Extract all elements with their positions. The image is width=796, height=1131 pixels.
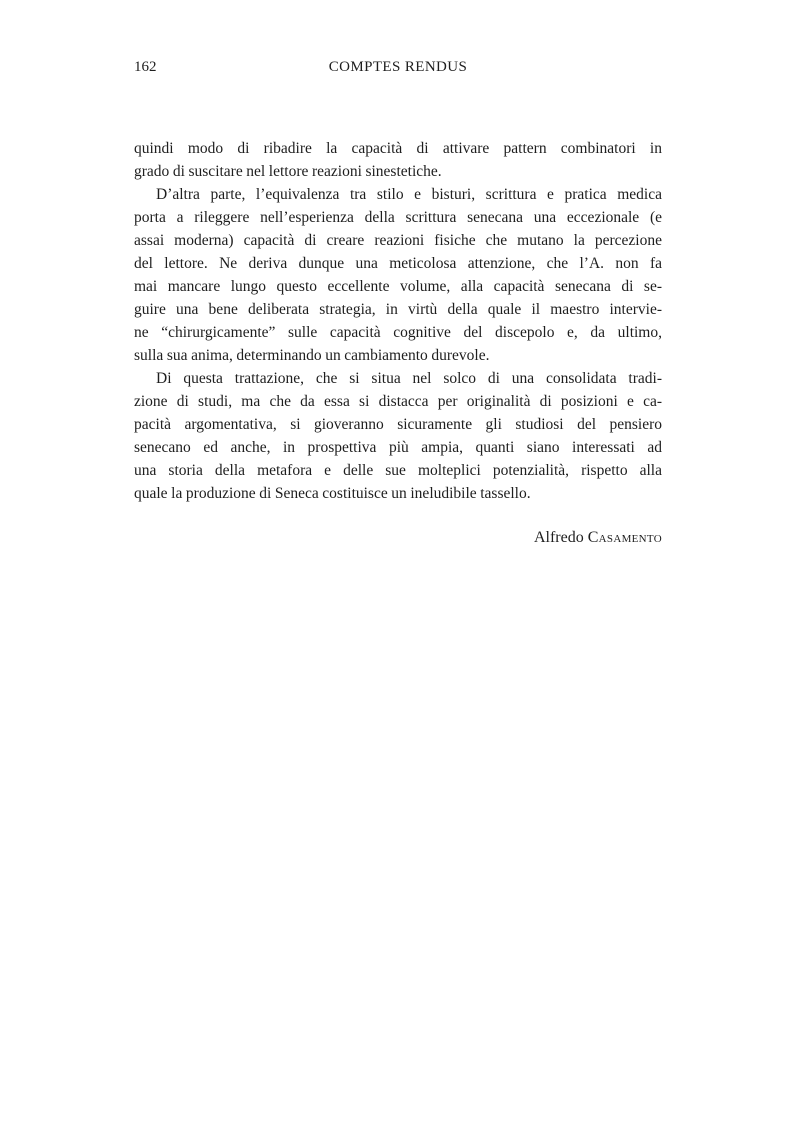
text-line: del lettore. Ne deriva dunque una meticolosa attenzione, che l’A. non fa [134, 255, 662, 272]
review-body [134, 137, 662, 505]
text-line: grado di suscitare nel lettore reazioni sinestetiche. [134, 163, 442, 180]
paragraph [134, 137, 662, 183]
text-line: zione di studi, ma che da essa si distacca per originalità di posizioni e ca- [134, 393, 662, 410]
paragraph [134, 367, 662, 505]
paragraph [134, 183, 662, 367]
text-line: pacità argomentativa, si gioveranno sicuramente gli studiosi del pensiero [134, 416, 662, 433]
text-line: guire una bene deliberata strategia, in virtù della quale il maestro intervie- [134, 301, 662, 318]
text-line: ne “chirurgicamente” sulle capacità cognitive del discepolo e, da ultimo, [134, 324, 662, 341]
page-content [134, 59, 662, 549]
running-header: COMPTES RENDUS [328, 59, 468, 75]
page-header [134, 59, 662, 76]
author-last-name: Casamento [587, 529, 662, 546]
page-number: 162 [134, 59, 157, 75]
text-line: Di questa trattazione, che si situa nel solco di una consolidata tradi- [156, 370, 662, 387]
text-line: una storia della metafora e delle sue molteplici potenzialità, rispetto alla [134, 462, 662, 479]
text-line: quale la produzione di Seneca costituisce un ineludibile tassello. [134, 485, 531, 502]
author-first-name: Alfredo [533, 529, 584, 546]
text-line: quindi modo di ribadire la capacità di attivare pattern combinatori in [134, 140, 662, 157]
text-line: sulla sua anima, determinando un cambiamento durevole. [134, 347, 490, 364]
text-line: mai mancare lungo questo eccellente volume, alla capacità senecana di se- [134, 278, 662, 295]
text-line: D’altra parte, l’equivalenza tra stilo e bisturi, scrittura e pratica medica [156, 186, 662, 203]
text-line: porta a rileggere nell’esperienza della scrittura senecana una eccezionale (e [134, 209, 662, 226]
author-signature [134, 526, 662, 549]
text-line: senecano ed anche, in prospettiva più ampia, quanti siano interessati ad [134, 439, 662, 456]
text-line: assai moderna) capacità di creare reazioni fisiche che mutano la percezione [134, 232, 662, 249]
